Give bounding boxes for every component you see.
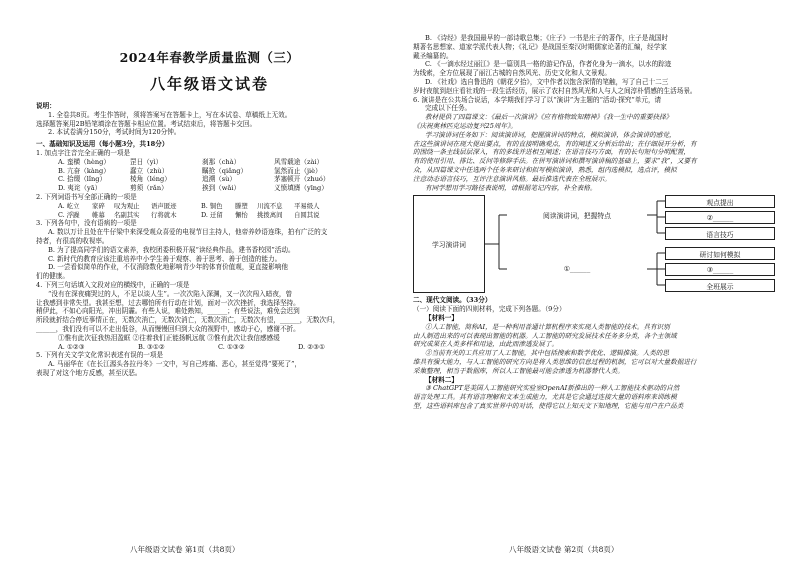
material-1-line: ②当前有关的工具应用了人工智能，其中包括搜索和数学优化、逻辑推演。人类的思: [425, 349, 669, 358]
q2-stem: 2. 下列词语书写全部正确的一项是: [36, 192, 137, 201]
material-2-line: ③ ChatGPT是美国人工智能研究实验室OpenAI新推出的一种人工智能技术驱动的自然: [425, 384, 680, 393]
q2-word: 平易级人: [294, 201, 320, 210]
q3-line: 持者，有很高的收视率。: [36, 236, 109, 245]
q1-option: 剪须（rǎn）: [130, 184, 168, 193]
q1-option: D. 夷诧（yā）: [58, 184, 102, 193]
q1-option: 瞩抢（qiǎng）: [202, 166, 248, 175]
q1-option: 蠢立（zhù）: [130, 166, 169, 175]
q2-word: 挑拨离间: [257, 210, 283, 219]
material-2-line: 型，这些语料库包含了真实世界中的对话，使得它以上知天文下知地理，它能与用户在户品类: [413, 401, 684, 410]
learning-path-diagram: [413, 195, 776, 293]
q3-line: 们的健康。: [36, 272, 69, 281]
q5-line: C. 《一滴水经过丽江》是一篇别具一格的游记作品，作者化身为一滴水，以水的踪迹: [425, 60, 672, 69]
diagram-leaf: ③______: [665, 263, 775, 276]
q1-option-row: [36, 158, 383, 167]
q5-line: 岁时夜航到赵庄看社戏的一段生活经历，展示了农村自然风光和人与人之间淳朴情感的生活场景。: [413, 86, 697, 95]
q4-line: ①惟有此次征我热泪盈眶 ②往着我们正能扬帆远航 ③惟有此次让我信感感缓: [58, 333, 280, 342]
q4-line: 让我感到非常失望。我甚至想，过去哪怕所有行动在计划，面对一次次挫折，我选择坚持。: [36, 298, 300, 307]
diagram-leaf: 观点提出: [665, 195, 775, 208]
material-1-line: ①人工智能，简称AI，是一种利用普通计算机程序来实现人类智能的技术。具有识别: [425, 322, 670, 331]
q3-line: A. 数以万计且处在牛仔梁中来深受观众喜爱的电视节目主持人，他帝养妙语连珠，拍有广泛的支: [48, 228, 328, 237]
q2-word: A. 屹立: [58, 201, 80, 210]
q2-word: 语声匿迹: [151, 201, 177, 210]
q3-line: B. 为了提高同学们的语文素养，我校团委积极开展“读经典作品，建书香校园”活动。: [48, 245, 295, 254]
q2-word: 懈怡: [235, 210, 248, 219]
q4-line: 所段就折结合停近事情正在，无数次消亡，无数次消亡，无数次消亡，无数次有望，______，无数次归，: [36, 316, 340, 325]
q2-word: 叹为观止: [114, 201, 140, 210]
q1-option: 罡日（yì）: [130, 157, 163, 166]
material-2-line: 语言处理工具。其有语言理解和文本生成能力，尤其是它会通过连接大量的语料库来训练模: [413, 393, 677, 402]
q4-option: C. ①③②: [218, 342, 245, 351]
q5-line: 戴圣编纂的。: [413, 51, 453, 60]
material-1-line: 采集整理，相当于数据库，所以人工智能最可能会渗透为机器替代人类。: [413, 366, 624, 375]
diagram-leaf: ②______: [665, 211, 775, 224]
q2-word: 滕塑: [235, 201, 248, 210]
q6-material: 学习演讲词任务如下：阅读演讲词，把握演讲词的特点，模拟演讲，体会演讲的感觉，: [425, 130, 676, 139]
q4-option: D. ②③①: [298, 342, 325, 351]
q6-material: 在这些演讲词在现大提出要点，有的直接明确观点，有的阐述又分析后给出；在仔细展开分析，有: [413, 139, 697, 148]
q3-line: C. 新时代的教育应该注重培养中小学生善于观察、善于思考、善于创造的能力。: [48, 254, 282, 263]
q2-word: 家碎: [92, 201, 105, 210]
q4-option: B. ③①②: [138, 342, 165, 351]
q5-line: 期著名思想家、道家学派代表人物；《礼记》是战国至秦汉时期儒家论著的汇编，经学家: [413, 42, 667, 51]
q5-line: 为线索，全方位展现了丽江古城的自然风光、历史文化和人文景观。: [413, 69, 611, 78]
q1-option: 风雪载途（zài）: [274, 157, 324, 166]
material-1-line: 由人制造出来的可以表现出智能的机器。人工智能的研究发展技术任务多分类，各个主领域: [413, 331, 677, 340]
q3-line: D. 一尝看似简单的作业，不仅消除数化地影响青少年的体育价值观，更直接影响他: [48, 263, 289, 272]
q6-material: 的围绕一条主线层层深入，有的多线并进相互阐述；在语言技巧方面，有的长句短句分明配置，: [413, 148, 690, 157]
q1-stem: 1. 加点字注音完全正确的一项是: [36, 148, 131, 157]
q6-line: 完成以下任务。: [425, 104, 472, 113]
q3-stem: 3. 下列各句中，没有语病的一项是: [36, 219, 137, 228]
q6-material: 教材提供了四篇课文：《最后一次演讲》《应有格物致知精神》《我一生中的重要抉择》: [425, 113, 673, 122]
q6-material: 注意动态语言技巧，互评注意演讲风格。最后推选代表在全班展示。: [413, 174, 611, 183]
q5-line: A. 马丽华在《在长江源头各拉丹冬》一文中，写自己疼痛、恶心，甚至觉得“要死了”，: [48, 360, 302, 369]
q2-word: 名副其实: [114, 210, 140, 219]
q5-line: B. 《诗经》是我国最早的一部诗歌总集；《庄子》一书是庄子的著作，庄子是战国时: [425, 34, 669, 42]
q1-option-row: [36, 175, 383, 184]
q5-line: D. 《社戏》选自鲁迅的《朝花夕拾》，文中作者以饱含深情的笔触，写了自己十二三: [425, 77, 669, 86]
section2-heading: 二、现代文阅读。（33分）: [413, 296, 492, 305]
q2-option-row: [36, 211, 383, 220]
q2-word: 自圆其说: [294, 210, 320, 219]
q4-option: A. ①②③: [58, 342, 85, 351]
q1-option-row: [36, 184, 383, 193]
q1-option: A. 蛮横（hèng）: [58, 157, 110, 166]
q1-option: C. 拾缀（lǐng）: [58, 175, 107, 184]
q4-line: “没有在深夜痛哭过的人，不足以谈人生”。一次次陷入深渊，又一次次闯入暗夜，曾: [48, 289, 293, 298]
material-1-line: 研究成果在人类多样和用途，由此而渗透发展了。: [413, 340, 559, 349]
q5-line: 表现了对这个地方反感，甚至厌恶。: [36, 368, 142, 377]
q2-word: 帷幕: [92, 210, 105, 219]
q1-option: 棱角（léng）: [130, 175, 171, 184]
exam-title: 2024年春教学质量监测（三）: [119, 50, 300, 65]
material-1-title: 【材料一】: [425, 313, 458, 322]
q2-word: B. 铜色: [201, 201, 223, 210]
diagram-branch-1: 阅读演讲词，把握特点: [543, 212, 611, 221]
reading-sub-heading: （一）阅读下面的四则材料，完成下列各题。（9分）: [413, 305, 566, 314]
q2-word: 川流不息: [257, 201, 283, 210]
diagram-leaf: 语言技巧: [665, 227, 775, 240]
q4-stem: 4. 下列三句话填入文段对应的横线中，正确的一项是: [36, 280, 190, 289]
page-right: [397, 0, 794, 561]
q2-word: 行将就木: [151, 210, 177, 219]
q2-option-row: [36, 202, 383, 211]
note-line: 1. 全卷共8页。考生作答时，须将答案写在答题卡上，写在本试卷、草稿纸上无效。: [48, 110, 292, 119]
q1-option: 追溯（sù）: [202, 175, 237, 184]
material-2-title: 【材料二】: [425, 375, 458, 384]
q6-material: 众，从四篇课文中任选两个任务来研讨和拟写模拟演讲，熟悉，组内选模拟，选点评，模拟: [413, 165, 677, 174]
q6-material: 有同学想用学习路径表说明，请根据笔记内容，补全表格。: [425, 183, 597, 192]
note-line: 2. 本试卷满分150分，考试时间为120分钟。: [48, 128, 181, 137]
q5-stem: 5. 下列有关文学文化常识表述有误的一项是: [36, 351, 164, 360]
q6-material: 有的使用引用、排比、反问等修辞手法。在拼写演讲词和撰写演讲稿的基础上，要求“我”，又要有: [413, 157, 697, 166]
q1-option: 义愤填膺（yīng）: [274, 184, 328, 193]
q4-line: 稍伊此，不如心向阳光，冲出阴霾。有些人说，难处熟知，______；有些说法，难免会迟到: [36, 307, 300, 316]
q6-material: 《庆祝奥林匹克运动复兴25周年》。: [413, 121, 517, 130]
section1-heading: 一、基础知识及运用（每小题3分，共18分）: [36, 140, 169, 149]
diagram-branch-2: ①______: [563, 265, 591, 274]
q2-word: C. 浮躁: [58, 210, 80, 219]
material-1-line: 维具有强大能力，与人工智能的研究方向是将人类思维的信息过程的机制，它可以对大量数据进行: [413, 357, 697, 366]
diagram-root: 学习演讲词: [413, 195, 485, 293]
q1-option: B. 亢奋（kàng）: [58, 166, 110, 175]
diagram-leaf: 全班展示: [665, 279, 775, 292]
notes-heading: 说明：: [36, 102, 56, 110]
exam-subtitle: 八年级语文试卷: [149, 75, 269, 93]
q4-line: ______，我们没有可以不走出低谷，从而慢慢回归到大众的视野中，感动于心，感谢不折。: [36, 324, 300, 333]
note-line: 选择题答案用2B铅笔填涂在答题卡相应位置。考试结束后，将答题卡交回。: [36, 119, 257, 128]
q6-stem: 6. 演讲是在公共场合说话，本学期我们学习了以“演讲”为主题的“活动·探究”单元，请: [413, 95, 662, 104]
diagram-leaf: 研讨如何模拟: [665, 247, 775, 260]
q1-option: 氢然而止（jiè）: [274, 166, 322, 175]
q2-word: D. 迁留: [201, 210, 223, 219]
page-footer: 八年级语文试卷 第1页（共8页）: [130, 545, 240, 554]
q1-option: 茅塞顿开（zhuó）: [274, 175, 330, 184]
q1-option: 刹那（chà）: [202, 157, 241, 166]
q1-option: 挨到（wǎi）: [202, 184, 241, 193]
page-footer: 八年级语文试卷 第2页（共8页）: [509, 545, 619, 554]
q4-options: [36, 343, 383, 352]
